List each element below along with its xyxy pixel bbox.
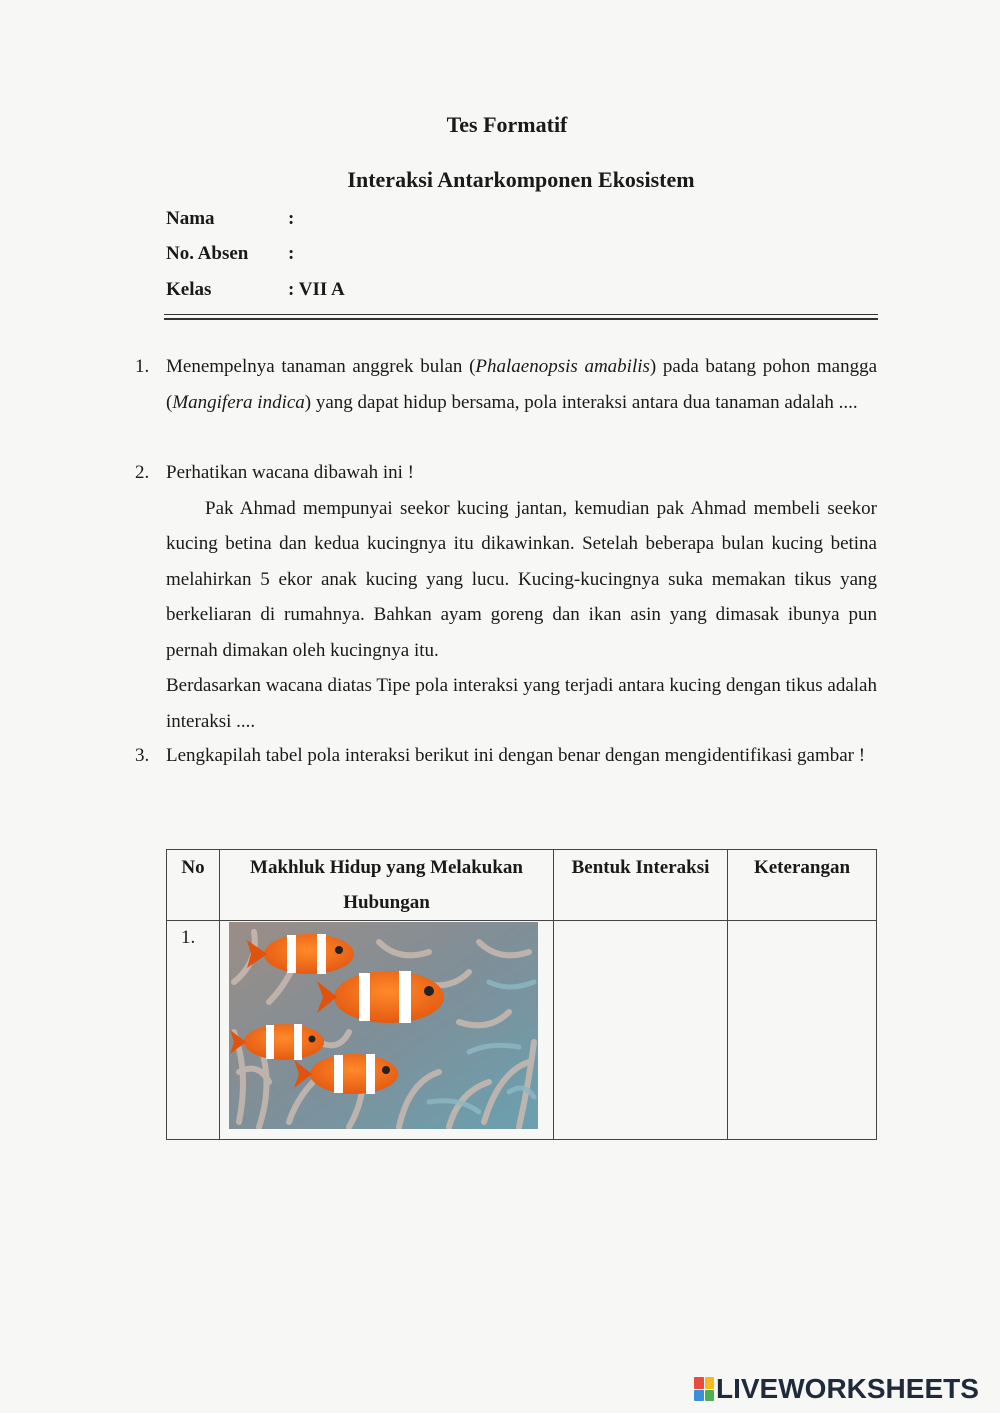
text-run: ) yang dapat hidup bersama, pola interaksi antara dua tanaman adalah .... bbox=[304, 391, 858, 413]
text-run: Menempelnya tanaman anggrek bulan ( bbox=[166, 356, 476, 377]
liveworksheets-wordmark: LIVEWORKSHEETS bbox=[716, 1373, 979, 1404]
column-header-bentuk-interaksi: Bentuk Interaksi bbox=[554, 850, 728, 921]
question-text bbox=[166, 349, 877, 420]
header-divider bbox=[164, 314, 878, 315]
column-header-makhluk-hidup: Makhluk Hidup yang Melakukan Hubungan bbox=[220, 850, 554, 921]
question-3 bbox=[135, 738, 877, 774]
text-run: ) pada batang pohon mangga ( bbox=[166, 356, 878, 413]
clownfish-illustration bbox=[229, 922, 538, 1129]
row-number: 1. bbox=[167, 921, 220, 1140]
question-passage: Pak Ahmad mempunyai seekor kucing jantan, kemudian pak Ahmad membeli seekor kucing betina dan kedua kucingnya itu dikawinkan. Setelah beberapa bulan kucing betina melahirkan 5 ekor anak kucing yang lucu. Kucing-kucingnya suka memakan tikus yang berkeliaran di rumahnya. Bahkan ayam goreng dan ikan asin yang dimasak ibunya pun pernah dimakan oleh kucingnya itu. bbox=[166, 497, 877, 661]
column-header-keterangan: Keterangan bbox=[728, 850, 877, 921]
question-text: Lengkapilah tabel pola interaksi berikut ini dengan benar dengan mengidentifikasi gambar ! bbox=[166, 745, 866, 766]
page-subtitle: Interaksi Antarkomponen Ekosistem bbox=[347, 167, 695, 192]
header-divider bbox=[164, 318, 878, 320]
liveworksheets-logo bbox=[694, 1374, 979, 1404]
field-label: Nama bbox=[166, 208, 215, 229]
column-header-no: No bbox=[167, 850, 220, 921]
field-value: : bbox=[288, 243, 295, 264]
question-text: Berdasarkan wacana diatas Tipe pola interaksi yang terjadi antara kucing dengan tikus adalah interaksi .... bbox=[166, 675, 877, 732]
species-name: Mangifera indica bbox=[172, 391, 305, 413]
question-2 bbox=[135, 455, 877, 739]
field-label: Kelas bbox=[166, 279, 212, 300]
question-body bbox=[166, 455, 877, 739]
field-label: No. Absen bbox=[166, 243, 249, 264]
bentuk-interaksi-cell[interactable] bbox=[554, 921, 728, 1140]
liveworksheets-logo-icon bbox=[694, 1377, 714, 1401]
table-row bbox=[167, 921, 877, 1140]
question-number: 3. bbox=[135, 745, 150, 766]
field-no-absen bbox=[166, 243, 294, 265]
question-number: 2. bbox=[135, 462, 150, 483]
keterangan-cell[interactable] bbox=[728, 921, 877, 1140]
clownfish-image bbox=[229, 922, 538, 1129]
field-nama bbox=[166, 208, 294, 230]
question-number: 1. bbox=[135, 356, 150, 377]
image-cell bbox=[220, 921, 554, 1140]
species-name: Phalaenopsis amabilis bbox=[475, 356, 650, 377]
field-kelas bbox=[166, 279, 345, 301]
field-value: : VII A bbox=[288, 279, 345, 300]
field-value: : bbox=[288, 208, 295, 229]
table-header-row bbox=[167, 850, 877, 921]
question-1 bbox=[135, 349, 877, 420]
interaction-table bbox=[166, 849, 877, 1140]
page-title: Tes Formatif bbox=[446, 112, 568, 137]
question-intro: Perhatikan wacana dibawah ini ! bbox=[166, 462, 414, 483]
